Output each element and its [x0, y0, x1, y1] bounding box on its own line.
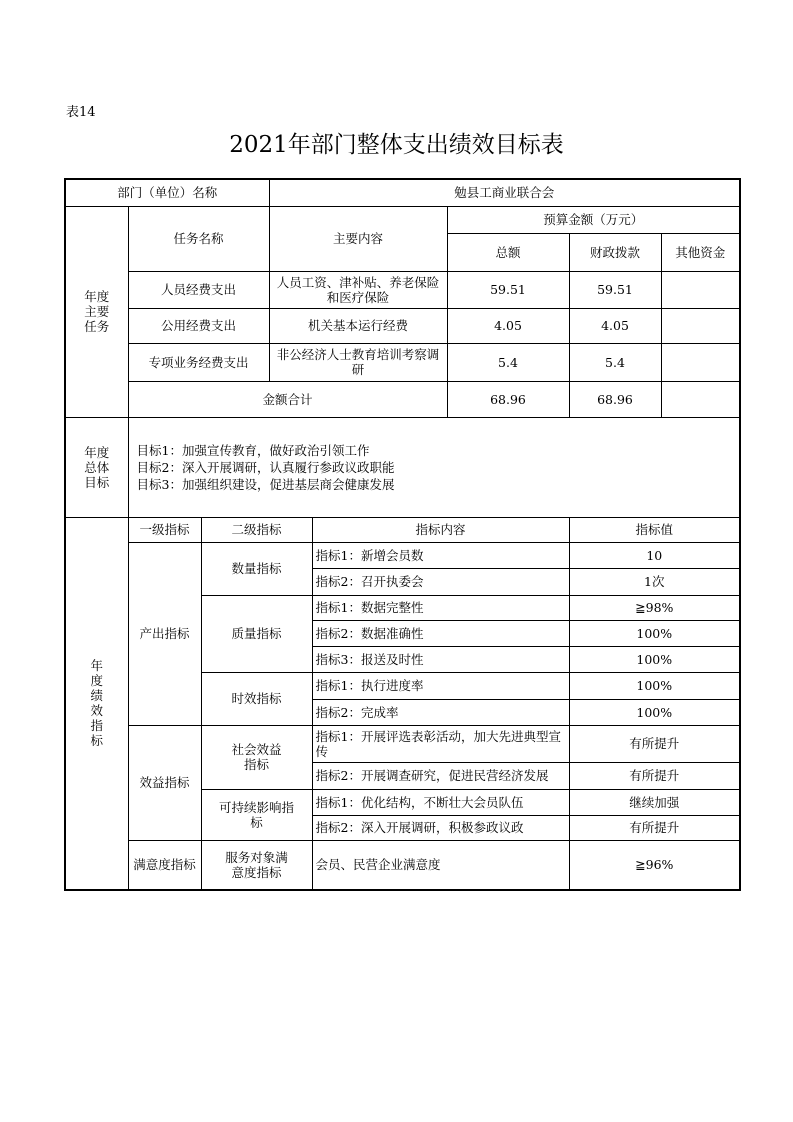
indicator-value: 有所提升 [569, 725, 740, 762]
indicator-content: 指标2：数据准确性 [312, 620, 569, 646]
indicator-value: ≧96% [569, 840, 740, 890]
sum-label: 金额合计 [128, 381, 447, 417]
indicator-content: 指标1：数据完整性 [312, 595, 569, 620]
task-content: 人员工资、津补贴、养老保险和医疗保险 [269, 271, 447, 308]
goals-list [128, 417, 740, 517]
indicator-content: 指标2：深入开展调研，积极参政议政 [312, 815, 569, 840]
indicator-content: 指标1：开展评选表彰活动，加大先进典型宣传 [312, 725, 569, 762]
indicator-content: 会员、民营企业满意度 [312, 840, 569, 890]
indicator-content: 指标2：召开执委会 [312, 568, 569, 595]
indicator-content: 指标1：优化结构，不断壮大会员队伍 [312, 789, 569, 815]
task-other [661, 271, 740, 308]
task-total: 59.51 [447, 271, 569, 308]
task-name: 公用经费支出 [128, 308, 269, 343]
task-total: 4.05 [447, 308, 569, 343]
sum-row [65, 381, 740, 417]
header-level2: 二级指标 [201, 517, 312, 542]
perf-section-label: 年度绩效指标 [65, 517, 128, 890]
header-content: 主要内容 [269, 206, 447, 271]
task-fiscal: 59.51 [569, 271, 661, 308]
header-indicator: 指标内容 [312, 517, 569, 542]
table-row [65, 343, 740, 381]
header-value: 指标值 [569, 517, 740, 542]
task-other [661, 308, 740, 343]
indicator-value: 100% [569, 646, 740, 672]
dept-value: 勉县工商业联合会 [269, 179, 740, 206]
task-name: 人员经费支出 [128, 271, 269, 308]
sum-fiscal: 68.96 [569, 381, 661, 417]
header-level1: 一级指标 [128, 517, 201, 542]
task-name: 专项业务经费支出 [128, 343, 269, 381]
table-row [65, 271, 740, 308]
task-fiscal: 5.4 [569, 343, 661, 381]
indicator-content: 指标3：报送及时性 [312, 646, 569, 672]
task-total: 5.4 [447, 343, 569, 381]
indicator-value: 继续加强 [569, 789, 740, 815]
level2-timeliness: 时效指标 [201, 672, 312, 725]
indicator-content: 指标1：新增会员数 [312, 542, 569, 568]
table-row [65, 308, 740, 343]
indicator-value: 有所提升 [569, 762, 740, 789]
header-other: 其他资金 [661, 233, 740, 271]
task-content: 非公经济人士教育培训考察调研 [269, 343, 447, 381]
header-budget: 预算金额（万元） [447, 206, 740, 233]
goals-section-label: 年度总体目标 [65, 417, 128, 517]
goal-item: 目标3：加强组织建设，促进基层商会健康发展 [136, 476, 395, 492]
tasks-section-label: 年度主要任务 [65, 206, 128, 417]
indicator-content: 指标2：完成率 [312, 699, 569, 725]
dept-label: 部门（单位）名称 [65, 179, 269, 206]
task-fiscal: 4.05 [569, 308, 661, 343]
performance-table [64, 178, 741, 891]
indicator-value: ≧98% [569, 595, 740, 620]
level2-social: 社会效益指标 [201, 725, 312, 789]
indicator-value: 10 [569, 542, 740, 568]
level2-quantity: 数量指标 [201, 542, 312, 595]
indicator-value: 100% [569, 672, 740, 699]
header-fiscal: 财政拨款 [569, 233, 661, 271]
indicator-content: 指标2：开展调查研究，促进民营经济发展 [312, 762, 569, 789]
level2-service-satisfaction: 服务对象满意度指标 [201, 840, 312, 890]
goal-item: 目标1：加强宣传教育，做好政治引领工作 [136, 442, 370, 458]
level1-output: 产出指标 [128, 542, 201, 725]
level1-satisfaction: 满意度指标 [128, 840, 201, 890]
sum-other [661, 381, 740, 417]
level2-quality: 质量指标 [201, 595, 312, 672]
header-total: 总额 [447, 233, 569, 271]
task-other [661, 343, 740, 381]
indicator-value: 有所提升 [569, 815, 740, 840]
level1-benefit: 效益指标 [128, 725, 201, 840]
indicator-value: 1次 [569, 568, 740, 595]
indicator-content: 指标1：执行进度率 [312, 672, 569, 699]
level2-sustainable: 可持续影响指标 [201, 789, 312, 840]
table-number: 表14 [66, 105, 96, 120]
page-title: 2021年部门整体支出绩效目标表 [229, 132, 564, 158]
indicator-value: 100% [569, 699, 740, 725]
goal-item: 目标2：深入开展调研，认真履行参政议政职能 [136, 459, 395, 475]
sum-total: 68.96 [447, 381, 569, 417]
header-task-name: 任务名称 [128, 206, 269, 271]
task-content: 机关基本运行经费 [269, 308, 447, 343]
indicator-value: 100% [569, 620, 740, 646]
